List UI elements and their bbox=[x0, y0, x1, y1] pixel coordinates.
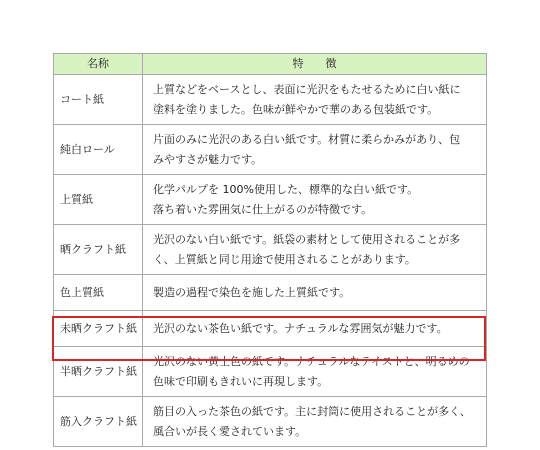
description-line: 製造の過程で染色を施した上質紙です。 bbox=[153, 285, 351, 299]
description-line: 光沢のない白い紙です。紙袋の素材として使用されることが多 bbox=[153, 232, 461, 246]
paper-description bbox=[143, 225, 487, 275]
paper-description bbox=[143, 347, 487, 397]
paper-name: コート紙 bbox=[54, 75, 143, 125]
paper-name: 未晒クラフト紙 bbox=[54, 311, 143, 347]
paper-name: 純白ロール bbox=[54, 125, 143, 175]
paper-name: 晒クラフト紙 bbox=[54, 225, 143, 275]
table-row bbox=[54, 311, 487, 347]
paper-description bbox=[143, 175, 487, 225]
paper-description bbox=[143, 311, 487, 347]
paper-name: 上質紙 bbox=[54, 175, 143, 225]
description-line: 風合いが長く愛されています。 bbox=[153, 424, 307, 438]
paper-name: 筋入クラフト紙 bbox=[54, 397, 143, 447]
description-line: みやすさが魅力です。 bbox=[153, 152, 263, 166]
description-line: 塗料を塗りました。色味が鮮やかで華のある包装紙です。 bbox=[153, 102, 439, 116]
table-row-highlighted bbox=[54, 347, 487, 397]
table-row bbox=[54, 275, 487, 311]
table-row bbox=[54, 75, 487, 125]
paper-description bbox=[143, 125, 487, 175]
description-line: 化学パルプを 100%使用した、標準的な白い紙です。 bbox=[153, 182, 419, 196]
description-line: 光沢のない黄土色の紙です。ナチュラルなテイストと、明るめの bbox=[153, 354, 470, 368]
table-row bbox=[54, 175, 487, 225]
paper-description bbox=[143, 397, 487, 447]
table-row bbox=[54, 225, 487, 275]
paper-type-table bbox=[53, 53, 487, 447]
description-line: く、上質紙と同じ用途で使用されることがあります。 bbox=[153, 252, 416, 266]
paper-description bbox=[143, 275, 487, 311]
table-header-row bbox=[54, 54, 487, 75]
paper-name: 半晒クラフト紙 bbox=[54, 347, 143, 397]
description-line: 片面のみに光沢のある白い紙です。材質に柔らかみがあり、包 bbox=[153, 132, 461, 146]
header-feature: 特 徴 bbox=[143, 54, 487, 75]
paper-description bbox=[143, 75, 487, 125]
table-row bbox=[54, 125, 487, 175]
description-line: 上質などをベースとし、表面に光沢をもたせるために白い紙に bbox=[153, 82, 461, 96]
description-line: 筋目の入った茶色の紙です。主に封筒に使用されることが多く、 bbox=[153, 404, 471, 418]
table-row bbox=[54, 397, 487, 447]
header-name: 名称 bbox=[54, 54, 143, 75]
description-line: 光沢のない茶色い紙です。ナチュラルな雰囲気が魅力です。 bbox=[153, 321, 448, 335]
description-line: 落ち着いた雰囲気に仕上がるのが特徴です。 bbox=[153, 202, 373, 216]
paper-name: 色上質紙 bbox=[54, 275, 143, 311]
description-line: 色味で印刷もきれいに再現します。 bbox=[153, 374, 329, 388]
